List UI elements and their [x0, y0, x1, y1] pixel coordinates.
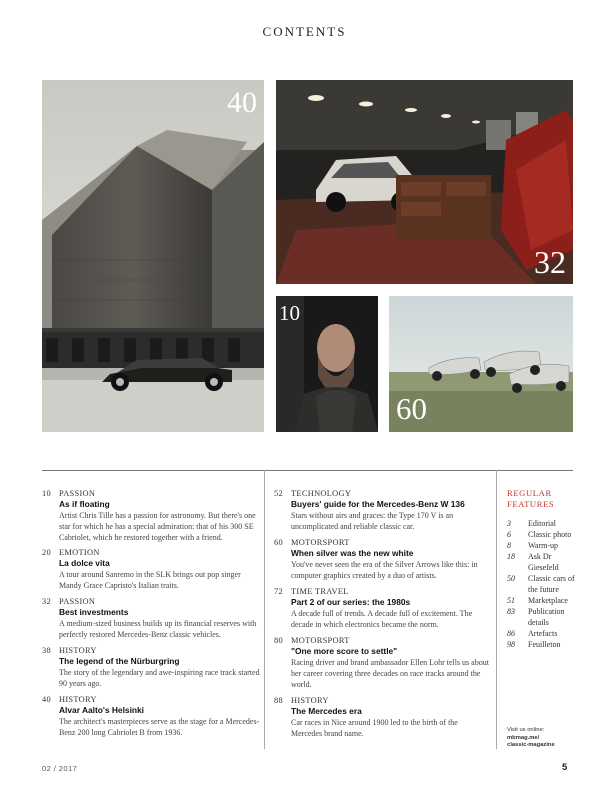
- regular-feature-item[interactable]: [507, 628, 575, 639]
- entry-page-number: 88: [274, 696, 283, 705]
- entry-category: TECHNOLOGY: [291, 489, 352, 498]
- entry-category: HISTORY: [291, 696, 329, 705]
- entry-page-number: 80: [274, 636, 283, 645]
- column-divider: [264, 470, 265, 749]
- contents-entry[interactable]: [274, 695, 490, 739]
- showroom-car-image: [276, 80, 573, 284]
- regular-feature-item[interactable]: [507, 551, 575, 573]
- contents-column-2: [274, 488, 490, 739]
- feature-label: Editorial: [528, 519, 556, 528]
- entry-page-number: 38: [42, 646, 51, 655]
- contents-entry[interactable]: [42, 488, 260, 543]
- entry-title: When silver was the new white: [291, 548, 414, 558]
- regular-features-title: REGULAR: [507, 488, 552, 498]
- section-divider: [42, 470, 573, 471]
- feature-label: Feuilleton: [528, 640, 561, 649]
- entry-category: HISTORY: [59, 695, 97, 704]
- entry-description: A decade full of trends. A decade full of excitement. The decade in which electronics became the norm.: [291, 609, 473, 629]
- photo-page-number: 32: [534, 244, 566, 280]
- entry-description: A tour around Sanremo in the SLK brings out pop singer Mandy Grace Capristo's Italian traits.: [59, 570, 241, 590]
- photo-showroom[interactable]: [276, 80, 573, 284]
- feature-label: Warm-up: [528, 541, 559, 550]
- feature-page-number: 83: [507, 607, 515, 616]
- building-car-image: [42, 80, 264, 432]
- entry-description: You've never seen the era of the Silver Arrows like this: in computer graphics created by a duo of artists.: [291, 560, 478, 580]
- regular-feature-item[interactable]: [507, 606, 575, 628]
- entry-title: The legend of the Nürburgring: [59, 656, 180, 666]
- feature-page-number: 18: [507, 552, 515, 561]
- entry-category: PASSION: [59, 597, 96, 606]
- contents-entry[interactable]: [42, 694, 260, 738]
- visit-online-url: mbmag.me/: [507, 734, 540, 741]
- photo-page-number: 60: [396, 391, 427, 426]
- feature-page-number: 50: [507, 574, 515, 583]
- entry-title: Buyers' guide for the Mercedes-Benz W 136: [291, 499, 465, 509]
- feature-page-number: 86: [507, 629, 515, 638]
- contents-column-1: [42, 488, 260, 738]
- feature-page-number: 6: [507, 530, 511, 539]
- visit-online[interactable]: [507, 727, 573, 750]
- regular-feature-item[interactable]: [507, 540, 575, 551]
- entry-page-number: 32: [42, 597, 51, 606]
- visit-online-label: Visit us online:: [507, 727, 545, 733]
- issue-label: 02 / 2017: [42, 764, 78, 773]
- contents-entry[interactable]: [274, 488, 490, 532]
- visit-online-url: classic-magazine: [507, 742, 555, 748]
- feature-page-number: 51: [507, 596, 515, 605]
- feature-label: Marketplace: [528, 596, 568, 605]
- entry-title: The Mercedes era: [291, 706, 362, 716]
- entry-title: "One more score to settle": [291, 646, 398, 656]
- photo-portrait[interactable]: [276, 296, 378, 432]
- entry-description: A medium-sized business builds up its financial reserves with perfectly restored Mercedes-Benz classic vehicles.: [59, 619, 257, 639]
- entry-category: TIME TRAVEL: [291, 587, 349, 596]
- contents-entry[interactable]: [42, 645, 260, 689]
- entry-description: Racing driver and brand ambassador Ellen Lohr tells us about her career covering three decades on race tracks around the world.: [291, 658, 489, 689]
- entry-description: Artist Chris Tille has a passion for astronomy. But there's one star for which he has a special admiration: that of his 300 SE Cabriolet, which he restored together with a friend.: [59, 511, 256, 542]
- entry-category: MOTORSPORT: [291, 538, 350, 547]
- entry-page-number: 10: [42, 489, 51, 498]
- entry-description: Stars without airs and graces: the Type 170 V is an uncomplicated and reliable classic car.: [291, 511, 454, 531]
- entry-page-number: 72: [274, 587, 283, 596]
- entry-page-number: 52: [274, 489, 283, 498]
- regular-feature-item[interactable]: [507, 573, 575, 595]
- entry-title: La dolce vita: [59, 558, 110, 568]
- photo-silver-arrows[interactable]: [389, 296, 573, 432]
- column-divider: [496, 470, 497, 749]
- entry-description: The story of the legendary and awe-inspiring race track started 90 years ago.: [59, 668, 260, 688]
- feature-label: Ask Dr Giesefeld: [528, 552, 559, 572]
- photo-building-car[interactable]: [42, 80, 264, 432]
- regular-feature-item[interactable]: [507, 639, 575, 650]
- photo-page-number: 40: [227, 86, 257, 119]
- entry-description: Car races in Nice around 1900 led to the birth of the Mercedes brand name.: [291, 718, 458, 738]
- entry-page-number: 20: [42, 548, 51, 557]
- feature-page-number: 98: [507, 640, 515, 649]
- regular-feature-item[interactable]: [507, 529, 575, 540]
- contents-entry[interactable]: [42, 596, 260, 640]
- feature-label: Publication details: [528, 607, 565, 627]
- contents-entry[interactable]: [42, 547, 260, 591]
- entry-category: MOTORSPORT: [291, 636, 350, 645]
- entry-page-number: 40: [42, 695, 51, 704]
- entry-category: EMOTION: [59, 548, 100, 557]
- regular-features: [507, 488, 575, 650]
- regular-feature-item[interactable]: [507, 595, 575, 606]
- feature-page-number: 3: [507, 519, 511, 528]
- page-title: CONTENTS: [262, 24, 347, 39]
- regular-features-title: FEATURES: [507, 499, 555, 509]
- entry-page-number: 60: [274, 538, 283, 547]
- contents-entry[interactable]: [274, 537, 490, 581]
- photo-page-number: 10: [279, 301, 300, 325]
- feature-page-number: 8: [507, 541, 511, 550]
- contents-entry[interactable]: [274, 586, 490, 630]
- entry-category: PASSION: [59, 489, 96, 498]
- entry-title: As if floating: [59, 499, 110, 509]
- feature-label: Artefacts: [528, 629, 558, 638]
- regular-feature-item[interactable]: [507, 518, 575, 529]
- entry-title: Alvar Aalto's Helsinki: [59, 705, 144, 715]
- feature-label: Classic cars of the future: [528, 574, 575, 594]
- page-number: 5: [562, 762, 568, 773]
- entry-category: HISTORY: [59, 646, 97, 655]
- entry-title: Part 2 of our series: the 1980s: [291, 597, 411, 607]
- entry-title: Best investments: [59, 607, 129, 617]
- feature-label: Classic photo: [528, 530, 572, 539]
- entry-description: The architect's masterpieces serve as the stage for a Mercedes-Benz 200 long Cabriolet B from 1936.: [59, 717, 260, 737]
- contents-entry[interactable]: [274, 635, 490, 690]
